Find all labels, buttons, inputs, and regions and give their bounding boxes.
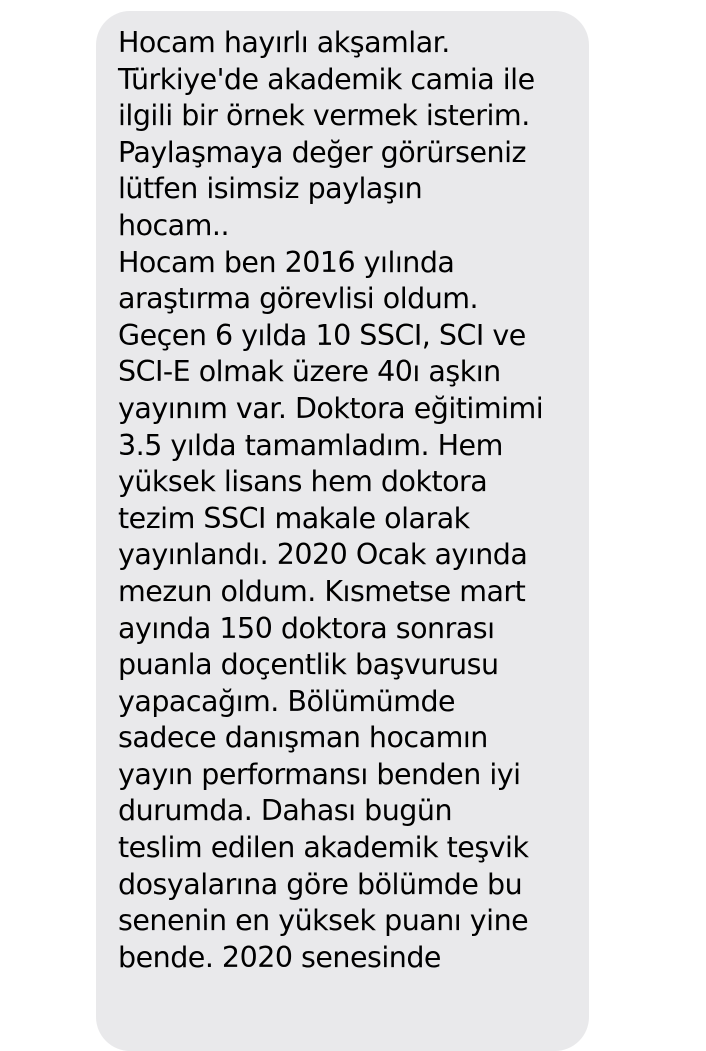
message-line: tezim SSCI makale olarak: [118, 501, 470, 535]
message-line: hocam..: [118, 208, 230, 242]
message-line: yayınım var. Doktora eğitimimi: [118, 391, 544, 425]
message-line: Hocam ben 2016 yılında: [118, 245, 455, 279]
message-text: [118, 25, 589, 976]
message-line: yayın performansı benden iyi: [118, 757, 521, 791]
message-line: yüksek lisans hem doktora: [118, 465, 488, 499]
message-line: durumda. Dahası bugün: [118, 794, 453, 828]
message-line: lütfen isimsiz paylaşın: [118, 172, 423, 206]
message-line: ilgili bir örnek vermek isterim.: [118, 99, 530, 133]
message-line: teslim edilen akademik teşvik: [118, 831, 529, 865]
message-line: yapacağım. Bölümümde: [118, 684, 456, 718]
message-line: dosyalarına göre bölümde bu: [118, 867, 523, 901]
message-line: 3.5 yılda tamamladım. Hem: [118, 428, 503, 462]
message-line: senenin en yüksek puanı yine: [118, 904, 529, 938]
message-line: Paylaşmaya değer görürseniz: [118, 135, 526, 169]
message-line: Hocam hayırlı akşamlar.: [118, 26, 450, 59]
message-line: araştırma görevlisi oldum.: [118, 282, 479, 316]
message-line: yayınlandı. 2020 Ocak ayında: [118, 538, 528, 572]
received-message-bubble[interactable]: [96, 11, 589, 1051]
message-line: ayında 150 doktora sonrası: [118, 611, 495, 645]
message-line: mezun oldum. Kısmetse mart: [118, 574, 526, 608]
message-line: bende. 2020 senesinde: [118, 940, 441, 974]
message-line: puanla doçentlik başvurusu: [118, 648, 499, 682]
message-line: Türkiye'de akademik camia ile: [118, 62, 535, 96]
message-line: Geçen 6 yılda 10 SSCI, SCI ve: [118, 318, 526, 352]
message-line: SCI-E olmak üzere 40ı aşkın: [118, 355, 501, 389]
message-line: sadece danışman hocamın: [118, 721, 488, 755]
